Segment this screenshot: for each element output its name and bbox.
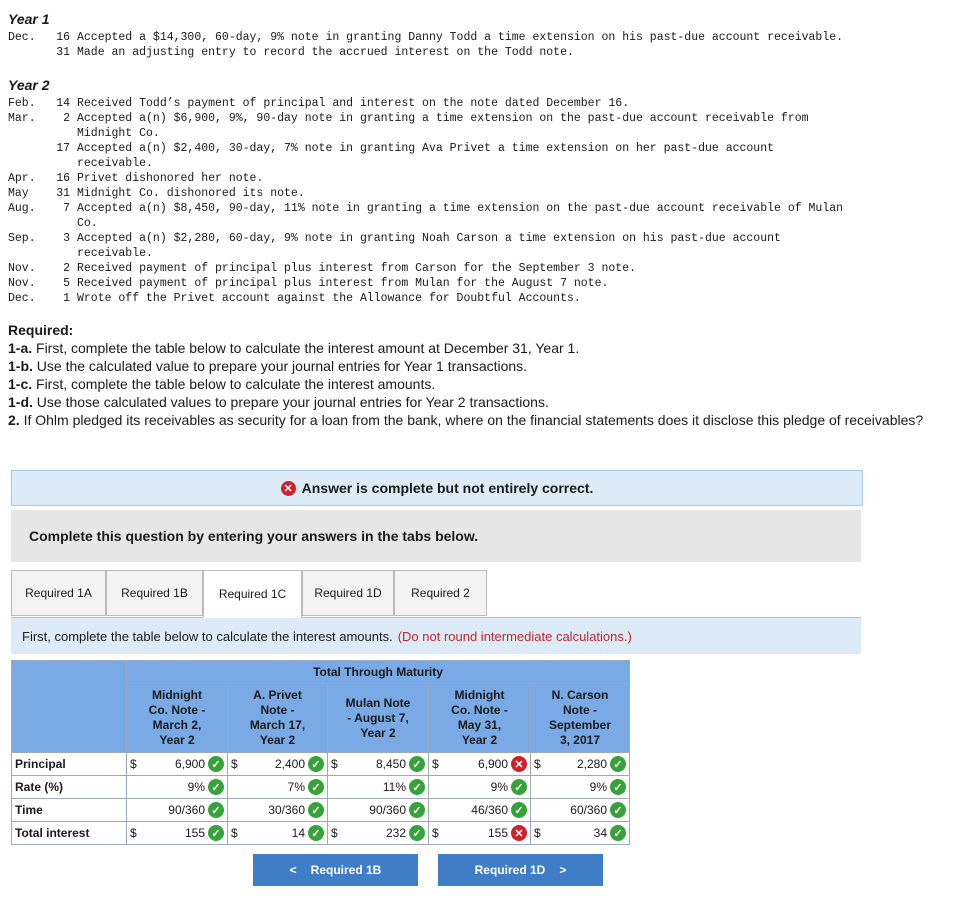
transaction-line [8, 186, 305, 201]
check-correct-icon: ✓ [208, 756, 224, 772]
check-correct-icon: ✓ [610, 825, 626, 841]
answer-cell[interactable] [228, 753, 328, 776]
row-label: Principal [12, 753, 127, 776]
currency-symbol: $ [534, 826, 541, 840]
required-item-text: First, complete the table below to calculate the interest amount at December 31, Year 1. [36, 340, 580, 356]
answer-cell[interactable] [127, 776, 228, 799]
answer-cell[interactable] [531, 776, 630, 799]
currency-symbol: $ [231, 826, 238, 840]
tab-instruction-text: First, complete the table below to calculate the interest amounts. [22, 628, 393, 644]
currency-symbol: $ [130, 757, 137, 771]
answer-value: 9% [589, 780, 607, 794]
required-item-key: 2. [8, 412, 20, 428]
transaction-day: 31 [56, 46, 70, 59]
required-item-key: 1-b. [8, 358, 33, 374]
answer-cell[interactable] [429, 753, 531, 776]
answer-value: 8,450 [375, 757, 406, 771]
transaction-text: Received Todd’s payment of principal and interest on the note dated December 16. [77, 97, 630, 110]
table-row [12, 822, 630, 845]
answer-value: 34 [593, 826, 607, 840]
transaction-month: May [8, 187, 29, 200]
check-correct-icon: ✓ [610, 779, 626, 795]
answer-value: 232 [385, 826, 406, 840]
answer-status-banner [11, 470, 863, 506]
year1-heading: Year 1 [8, 11, 50, 27]
transaction-text: Midnight Co. dishonored its note. [77, 187, 305, 200]
answer-value: 46/360 [471, 803, 508, 817]
transaction-text: Accepted a $14,300, 60-day, 9% note in granting Danny Todd a time extension on his past-due account receivable. [77, 31, 844, 44]
transaction-text: Made an adjusting entry to record the accrued interest on the Todd note. [77, 46, 574, 59]
transaction-month: Feb. [8, 97, 36, 110]
next-button-label: Required 1D [474, 863, 546, 877]
transaction-line [8, 96, 629, 111]
check-correct-icon: ✓ [208, 802, 224, 818]
answer-cell[interactable] [531, 822, 630, 845]
answer-cell[interactable] [228, 776, 328, 799]
transaction-line [8, 291, 581, 306]
check-correct-icon: ✓ [208, 825, 224, 841]
transaction-line [8, 201, 843, 231]
table-corner-cell [12, 661, 127, 753]
tab-required-1c[interactable]: Required 1C [203, 570, 302, 618]
column-header: A. Privet Note - March 17, Year 2 [228, 684, 328, 753]
column-header: Midnight Co. Note - May 31, Year 2 [429, 684, 531, 753]
row-label: Time [12, 799, 127, 822]
answer-value: 9% [187, 780, 205, 794]
answer-cell[interactable] [328, 799, 429, 822]
check-correct-icon: ✓ [409, 756, 425, 772]
answer-cell[interactable] [228, 822, 328, 845]
required-item-key: 1-c. [8, 376, 33, 392]
transaction-line [8, 276, 608, 291]
tab-required-1a[interactable]: Required 1A [11, 570, 106, 616]
transaction-day: 5 [63, 277, 70, 290]
currency-symbol: $ [534, 757, 541, 771]
check-correct-icon: ✓ [208, 779, 224, 795]
transaction-line [8, 171, 263, 186]
transaction-line [8, 111, 809, 141]
answer-value: 90/360 [168, 803, 205, 817]
error-x-icon: ✕ [281, 481, 296, 496]
row-label: Total interest [12, 822, 127, 845]
answer-value: 6,900 [174, 757, 205, 771]
tab-instruction-hint: (Do not round intermediate calculations.) [397, 628, 632, 644]
transaction-text: Privet dishonored her note. [77, 172, 264, 185]
currency-symbol: $ [231, 757, 238, 771]
next-required-1d-button[interactable] [438, 854, 603, 886]
table-row [12, 776, 630, 799]
x-incorrect-icon: ✕ [511, 756, 527, 772]
check-correct-icon: ✓ [511, 802, 527, 818]
answer-cell[interactable] [127, 822, 228, 845]
table-row [12, 799, 630, 822]
transaction-day: 2 [63, 112, 70, 125]
column-header: Midnight Co. Note - March 2, Year 2 [127, 684, 228, 753]
transaction-line [8, 30, 843, 45]
answer-value: 30/360 [268, 803, 305, 817]
answer-cell[interactable] [531, 799, 630, 822]
transaction-month: Nov. [8, 262, 36, 275]
answer-cell[interactable] [328, 776, 429, 799]
transaction-text: Received payment of principal plus interest from Mulan for the August 7 note. [77, 277, 609, 290]
prev-button-label: Required 1B [310, 863, 382, 877]
transaction-text: Accepted a(n) $6,900, 9%, 90-day note in granting a time extension on the past-due account receivable from Midnight Co. [77, 112, 809, 140]
currency-symbol: $ [432, 757, 439, 771]
transaction-text: Received payment of principal plus interest from Carson for the September 3 note. [77, 262, 636, 275]
answer-value: 60/360 [570, 803, 607, 817]
currency-symbol: $ [331, 826, 338, 840]
answer-value: 2,280 [576, 757, 607, 771]
answer-value: 7% [287, 780, 305, 794]
check-correct-icon: ✓ [308, 779, 324, 795]
year2-heading: Year 2 [8, 77, 50, 93]
answer-value: 2,400 [274, 757, 305, 771]
answer-value: 11% [382, 780, 406, 794]
transaction-line [8, 141, 774, 171]
check-correct-icon: ✓ [511, 779, 527, 795]
transaction-day: 7 [63, 202, 70, 215]
table-row [12, 753, 630, 776]
transaction-month: Aug. [8, 202, 36, 215]
tab-required-2[interactable]: Required 2 [394, 570, 487, 616]
answer-cell[interactable] [228, 799, 328, 822]
currency-symbol: $ [432, 826, 439, 840]
answer-cell[interactable] [328, 822, 429, 845]
required-item-key: 1-a. [8, 340, 33, 356]
answer-cell[interactable] [429, 776, 531, 799]
transaction-month: Nov. [8, 277, 36, 290]
answer-cell[interactable] [429, 822, 531, 845]
check-correct-icon: ✓ [409, 802, 425, 818]
row-label: Rate (%) [12, 776, 127, 799]
check-correct-icon: ✓ [409, 779, 425, 795]
column-header: Mulan Note - August 7, Year 2 [328, 684, 429, 753]
required-item-text: Use the calculated value to prepare your journal entries for Year 1 transactions. [36, 358, 528, 374]
transaction-day: 17 [56, 142, 70, 155]
required-item [8, 411, 948, 429]
answer-value: 9% [490, 780, 508, 794]
transaction-text: Accepted a(n) $8,450, 90-day, 11% note in granting a time extension on the past-due account receivable of Mulan Co. [77, 202, 844, 230]
answer-value: 155 [184, 826, 205, 840]
answer-value: 155 [487, 826, 508, 840]
transaction-line [8, 261, 636, 276]
instruction-bar [11, 510, 861, 562]
required-item [8, 375, 948, 393]
required-item [8, 357, 948, 375]
tab-bar [11, 570, 861, 618]
transaction-month: Mar. [8, 112, 36, 125]
prev-required-1b-button[interactable] [253, 854, 418, 886]
answer-cell[interactable] [328, 753, 429, 776]
answer-value: 6,900 [477, 757, 508, 771]
x-incorrect-icon: ✕ [511, 825, 527, 841]
required-heading: Required: [8, 322, 74, 338]
required-item-text: First, complete the table below to calculate the interest amounts. [36, 376, 436, 392]
currency-symbol: $ [331, 757, 338, 771]
transaction-day: 16 [56, 31, 70, 44]
answer-cell[interactable] [127, 753, 228, 776]
required-item-key: 1-d. [8, 394, 33, 410]
answer-cell[interactable] [531, 753, 630, 776]
currency-symbol: $ [130, 826, 137, 840]
tab-instruction [11, 618, 861, 654]
required-item [8, 393, 948, 411]
transaction-month: Dec. [8, 292, 36, 305]
answer-value: 14 [291, 826, 305, 840]
chevron-right-icon: > [559, 863, 567, 877]
answer-cell[interactable] [127, 799, 228, 822]
check-correct-icon: ✓ [610, 802, 626, 818]
transaction-month: Apr. [8, 172, 36, 185]
transaction-month: Sep. [8, 232, 36, 245]
required-item-text: Use those calculated values to prepare your journal entries for Year 2 transactions. [36, 394, 549, 410]
answer-status-text: Answer is complete but not entirely correct. [301, 480, 594, 496]
check-correct-icon: ✓ [610, 756, 626, 772]
transaction-day: 14 [56, 97, 70, 110]
check-correct-icon: ✓ [409, 825, 425, 841]
tab-required-1b[interactable]: Required 1B [106, 570, 203, 616]
transaction-line [8, 231, 781, 261]
transaction-day: 1 [63, 292, 70, 305]
answer-value: 90/360 [369, 803, 406, 817]
answer-cell[interactable] [429, 799, 531, 822]
transaction-day: 3 [63, 232, 70, 245]
transaction-line [8, 45, 574, 60]
transaction-month: Dec. [8, 31, 36, 44]
interest-table [11, 660, 630, 845]
check-correct-icon: ✓ [308, 802, 324, 818]
transaction-day: 16 [56, 172, 70, 185]
check-correct-icon: ✓ [308, 825, 324, 841]
column-header: N. Carson Note - September 3, 2017 [531, 684, 630, 753]
tab-required-1d[interactable]: Required 1D [302, 570, 394, 616]
instruction-text: Complete this question by entering your answers in the tabs below. [29, 528, 479, 544]
group-header: Total Through Maturity [127, 661, 630, 684]
check-correct-icon: ✓ [308, 756, 324, 772]
required-item [8, 339, 948, 357]
transaction-text: Accepted a(n) $2,400, 30-day, 7% note in granting Ava Privet a time extension on her past-due account receivable. [77, 142, 775, 170]
transaction-text: Wrote off the Privet account against the Allowance for Doubtful Accounts. [77, 292, 581, 305]
transaction-day: 2 [63, 262, 70, 275]
required-section [8, 321, 948, 429]
transaction-text: Accepted a(n) $2,280, 60-day, 9% note in granting Noah Carson a time extension on his past-due account receivable. [77, 232, 781, 260]
chevron-left-icon: < [289, 863, 297, 877]
transaction-day: 31 [56, 187, 70, 200]
required-item-text: If Ohlm pledged its receivables as security for a loan from the bank, where on the financial statements does it disclose this pledge of receivables? [23, 412, 924, 428]
